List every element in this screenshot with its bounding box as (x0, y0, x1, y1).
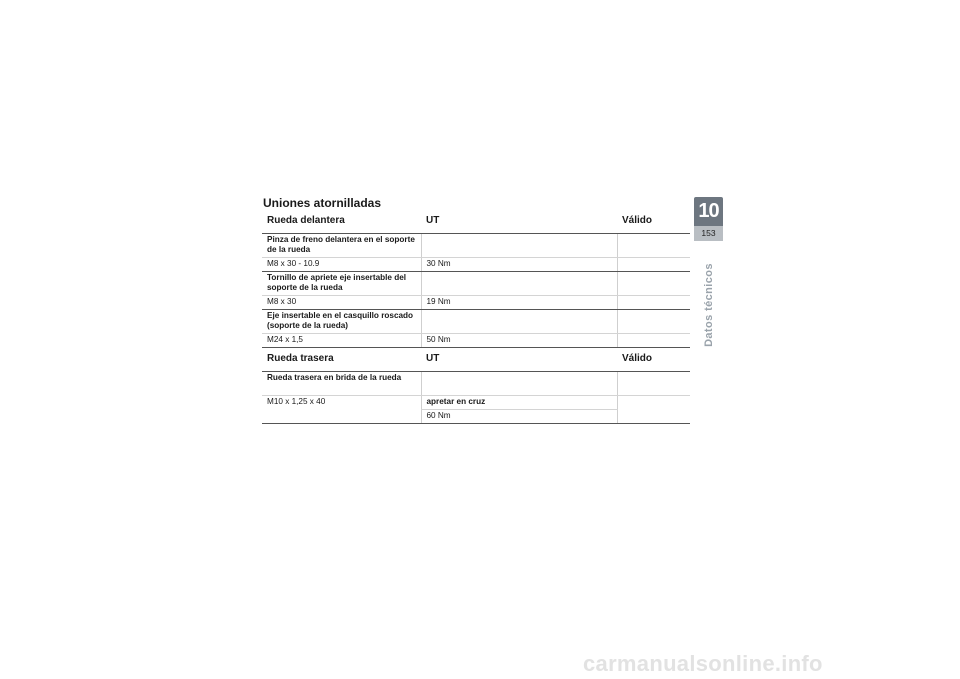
row-value: 60 Nm (421, 410, 617, 424)
table-row (262, 310, 690, 334)
front-header-valid: Válido (617, 210, 690, 234)
row-note: apretar en cruz (421, 396, 617, 410)
row-spec: M10 x 1,25 x 40 (262, 396, 421, 424)
chapter-side-label: Datos técnicos (703, 263, 715, 347)
table-row (262, 372, 690, 396)
row-spec: M8 x 30 (262, 296, 421, 310)
row-description: Eje insertable en el casquillo roscado (soporte de la rueda) (262, 310, 421, 334)
table-row (262, 334, 690, 348)
section-title: Uniones atornilladas (263, 196, 382, 210)
table-row (262, 258, 690, 272)
table-row (262, 234, 690, 258)
row-value: 50 Nm (421, 334, 617, 348)
rear-header-valid: Válido (617, 348, 690, 372)
row-value: 19 Nm (421, 296, 617, 310)
row-description: Tornillo de apriete eje insertable del soporte de la rueda (262, 272, 421, 296)
row-description: Pinza de freno delantera en el soporte de la rueda (262, 234, 421, 258)
front-header-ut: UT (421, 210, 617, 234)
row-spec: M24 x 1,5 (262, 334, 421, 348)
rear-header-component: Rueda trasera (262, 348, 421, 372)
table-row (262, 272, 690, 296)
page-number: 153 (694, 226, 723, 241)
rear-header-ut: UT (421, 348, 617, 372)
table-row (262, 396, 690, 410)
row-value: 30 Nm (421, 258, 617, 272)
rear-header-row (262, 348, 690, 372)
front-header-row (262, 210, 690, 234)
chapter-number: 10 (698, 200, 719, 222)
row-spec: M8 x 30 - 10.9 (262, 258, 421, 272)
front-header-component: Rueda delantera (262, 210, 421, 234)
table-row (262, 296, 690, 310)
row-description: Rueda trasera en brida de la rueda (262, 372, 421, 396)
watermark: carmanualsonline.info (583, 651, 823, 676)
torque-table (262, 210, 690, 424)
